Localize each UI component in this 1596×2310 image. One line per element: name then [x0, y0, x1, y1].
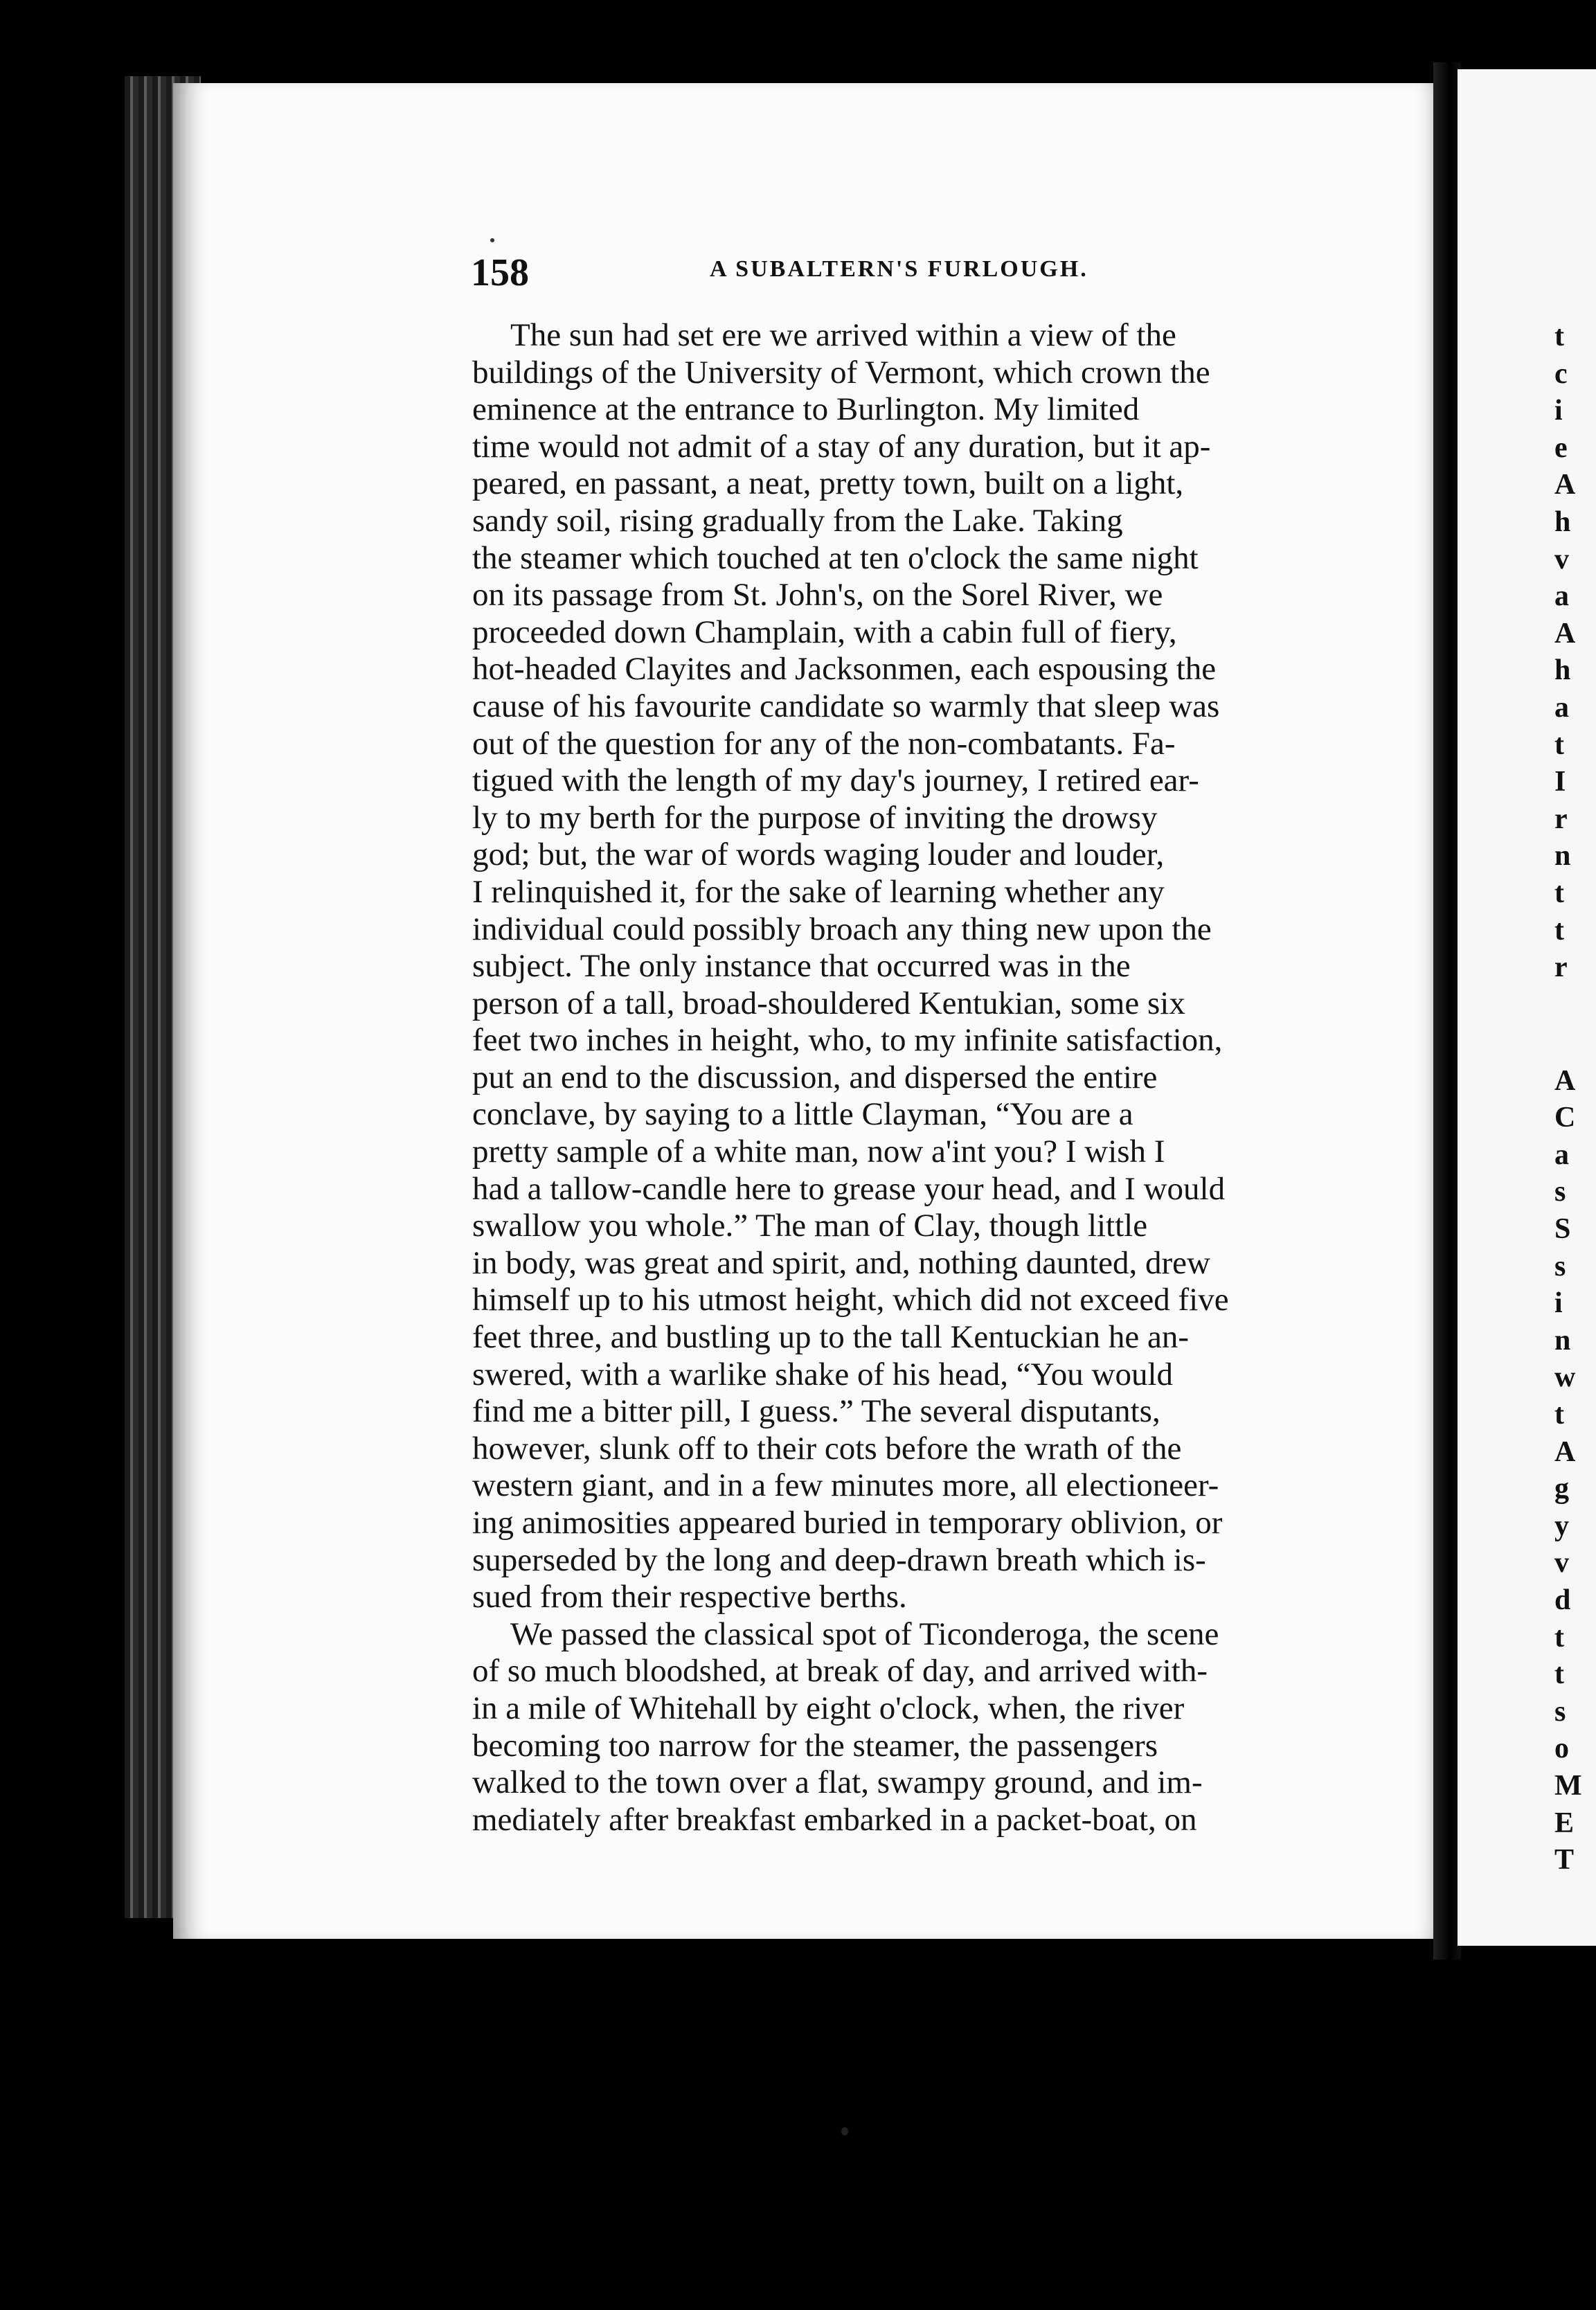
- facing-page-fragment: t: [1554, 1399, 1564, 1431]
- text-line: the steamer which touched at ten o'clock the same night: [472, 539, 1199, 576]
- facing-page-fragment: S: [1554, 1213, 1571, 1246]
- facing-page-fragment: t: [1554, 914, 1564, 947]
- text-line: proceeded down Champlain, with a cabin full of fiery,: [472, 614, 1177, 650]
- facing-page-fragment: t: [1554, 877, 1564, 909]
- body-text: [472, 317, 1338, 1838]
- facing-page-fragment: A: [1554, 1064, 1576, 1097]
- text-line: eminence at the entrance to Burlington. My limited: [472, 391, 1140, 428]
- text-line: peared, en passant, a neat, pretty town, built on a light,: [472, 465, 1184, 502]
- facing-page-fragment: t: [1554, 1658, 1564, 1691]
- facing-page-text-fragments: [1554, 319, 1582, 1879]
- facing-page-fragment: t: [1554, 1621, 1564, 1654]
- fragment-gap: [1554, 987, 1582, 1063]
- ink-dot: [841, 2127, 848, 2136]
- facing-page-fragment: c: [1554, 357, 1568, 390]
- text-line: western giant, and in a few minutes more, all electioneer-: [472, 1467, 1219, 1504]
- facing-page-fragment: s: [1554, 1695, 1566, 1728]
- text-line: feet three, and bustling up to the tall Kentuckian he an-: [472, 1319, 1189, 1356]
- facing-page-fragment: C: [1554, 1102, 1576, 1134]
- facing-page-fragment: A: [1554, 617, 1576, 650]
- text-line: The sun had set ere we arrived within a view of the: [510, 317, 1176, 353]
- facing-page-fragment: r: [1554, 951, 1568, 984]
- facing-page-fragment: d: [1554, 1584, 1571, 1616]
- text-line: conclave, by saying to a little Clayman, “You are a: [472, 1096, 1133, 1133]
- facing-page-fragment: i: [1554, 395, 1563, 427]
- facing-page-fragment: T: [1554, 1844, 1575, 1877]
- facing-page-fragment: w: [1554, 1361, 1576, 1394]
- facing-page-fragment: v: [1554, 543, 1569, 575]
- facing-page-fragment: v: [1554, 1547, 1569, 1579]
- text-line: on its passage from St. John's, on the Sorel River, we: [472, 577, 1163, 614]
- text-line: hot-headed Clayites and Jacksonmen, each espousing the: [472, 651, 1217, 688]
- text-line: himself up to his utmost height, which did not exceed five: [472, 1282, 1229, 1318]
- text-line: feet two inches in height, who, to my infinite satisfaction,: [472, 1022, 1223, 1059]
- text-line: person of a tall, broad-shouldered Kentukian, some six: [472, 985, 1185, 1021]
- text-line: of so much bloodshed, at break of day, and arrived with-: [472, 1653, 1208, 1690]
- running-title: A SUBALTERN'S FURLOUGH.: [710, 256, 1088, 282]
- facing-page-fragment: M: [1554, 1769, 1582, 1802]
- facing-page-fragment: h: [1554, 505, 1571, 538]
- facing-page-fragment: a: [1554, 691, 1569, 724]
- facing-page-fragment: a: [1554, 1138, 1569, 1171]
- text-line: buildings of the University of Vermont, which crown the: [472, 354, 1210, 391]
- facing-page-fragment: n: [1554, 840, 1571, 872]
- facing-page-fragment: E: [1554, 1807, 1575, 1839]
- text-line: We passed the classical spot of Ticonderoga, the scene: [510, 1615, 1219, 1652]
- text-line: cause of his favourite candidate so warmly that sleep was: [472, 688, 1220, 724]
- book-gutter: [1433, 62, 1461, 1960]
- facing-page-fragment: s: [1554, 1176, 1566, 1208]
- text-line: time would not admit of a stay of any duration, but it ap-: [472, 428, 1211, 465]
- text-line: subject. The only instance that occurred was in the: [472, 948, 1131, 985]
- facing-page-fragment: I: [1554, 766, 1566, 798]
- facing-page-fragment: e: [1554, 431, 1568, 464]
- ink-speck: [490, 238, 494, 242]
- text-line: walked to the town over a flat, swampy ground, and im-: [472, 1764, 1203, 1801]
- text-line: becoming too narrow for the steamer, the passengers: [472, 1727, 1158, 1764]
- facing-page-fragment: t: [1554, 728, 1564, 761]
- text-line: out of the question for any of the non-combatants. Fa-: [472, 725, 1176, 762]
- text-line: tigued with the length of my day's journey, I retired ear-: [472, 762, 1199, 799]
- facing-page-fragment: A: [1554, 469, 1576, 501]
- running-head: [471, 251, 1343, 292]
- facing-page-fragment: r: [1554, 803, 1568, 835]
- text-line: sandy soil, rising gradually from the Lake. Taking: [472, 502, 1123, 539]
- facing-page-fragment: i: [1554, 1287, 1563, 1320]
- facing-page-fragment: n: [1554, 1324, 1571, 1357]
- text-line: swallow you whole.” The man of Clay, though little: [472, 1208, 1148, 1244]
- facing-page-fragment: g: [1554, 1473, 1569, 1505]
- facing-page-fragment: a: [1554, 580, 1569, 613]
- text-line: ing animosities appeared buried in temporary oblivion, or: [472, 1505, 1223, 1541]
- text-line: pretty sample of a white man, now a'int you? I wish I: [472, 1134, 1165, 1170]
- text-line: put an end to the discussion, and dispersed the entire: [472, 1059, 1158, 1095]
- text-line: mediately after breakfast embarked in a packet-boat, on: [472, 1801, 1197, 1838]
- text-line: I relinquished it, for the sake of learning whether any: [472, 873, 1165, 910]
- facing-page-fragment: o: [1554, 1732, 1569, 1765]
- text-line: god; but, the war of words waging louder and louder,: [472, 836, 1165, 873]
- text-line: however, slunk off to their cots before the wrath of the: [472, 1430, 1182, 1467]
- text-line: find me a bitter pill, I guess.” The several disputants,: [472, 1393, 1160, 1430]
- facing-page-fragment: h: [1554, 654, 1571, 687]
- text-line: had a tallow-candle here to grease your head, and I would: [472, 1170, 1226, 1207]
- text-line: in a mile of Whitehall by eight o'clock, when, the river: [472, 1690, 1185, 1726]
- page-number: 158: [471, 251, 529, 294]
- text-line: sued from their respective berths.: [472, 1579, 907, 1615]
- text-line: individual could possibly broach any thing new upon the: [472, 911, 1212, 947]
- facing-page-fragment: s: [1554, 1250, 1566, 1282]
- facing-page-fragment: y: [1554, 1510, 1569, 1542]
- text-line: swered, with a warlike shake of his head, “You would: [472, 1356, 1174, 1393]
- text-line: ly to my berth for the purpose of inviting the drowsy: [472, 799, 1158, 836]
- facing-page-fragment: A: [1554, 1435, 1576, 1468]
- text-line: superseded by the long and deep-drawn breath which is-: [472, 1541, 1206, 1578]
- facing-page-fragment: t: [1554, 321, 1564, 352]
- text-line: in body, was great and spirit, and, nothing daunted, drew: [472, 1244, 1210, 1281]
